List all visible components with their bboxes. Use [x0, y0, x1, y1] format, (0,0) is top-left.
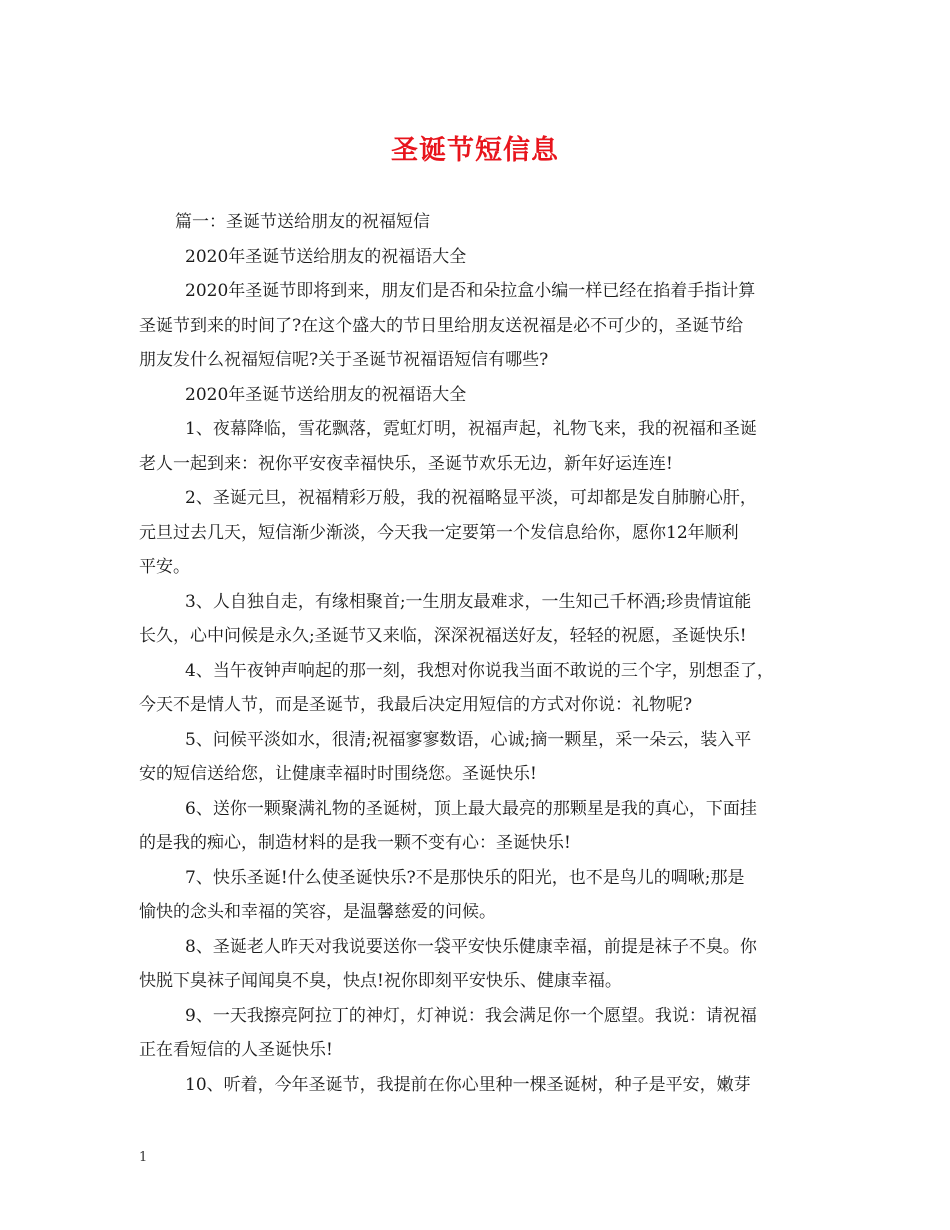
text-line: 正在看短信的人圣诞快乐! [139, 1040, 333, 1060]
text-line: 长久，心中问候是永久;圣诞节又来临，深深祝福送好友，轻轻的祝愿，圣诞快乐! [139, 626, 747, 646]
text-line: 10、听着，今年圣诞节，我提前在你心里种一棵圣诞树，种子是平安，嫩芽 [185, 1074, 751, 1095]
text-line: 9、一天我擦亮阿拉丁的神灯，灯神说：我会满足你一个愿望。我说：请祝福 [185, 1005, 757, 1026]
text-line: 8、圣诞老人昨天对我说要送你一袋平安快乐健康幸福，前提是袜子不臭。你 [185, 936, 757, 957]
text-line: 平安。 [139, 557, 190, 577]
text-line: 安的短信送给您，让健康幸福时时围绕您。圣诞快乐! [139, 764, 537, 784]
text-line: 圣诞节到来的时间了?在这个盛大的节日里给朋友送祝福是必不可少的，圣诞节给 [139, 315, 744, 336]
text-line: 2020年圣诞节即将到来，朋友们是否和朵拉盒小编一样已经在掐着手指计算 [185, 281, 756, 301]
text-line: 2、圣诞元旦，祝福精彩万般，我的祝福略显平淡，可却都是发自肺腑心肝， [185, 488, 757, 508]
text-line: 2020年圣诞节送给朋友的祝福语大全 [185, 384, 467, 405]
text-line: 1、夜幕降临，雪花飘落，霓虹灯明，祝福声起，礼物飞来，我的祝福和圣诞 [185, 419, 757, 439]
text-line: 今天不是情人节，而是圣诞节，我最后决定用短信的方式对你说：礼物呢? [139, 695, 693, 715]
text-line: 的是我的痴心，制造材料的是我一颗不变有心：圣诞快乐! [139, 833, 571, 853]
text-line: 老人一起到来：祝你平安夜幸福快乐，圣诞节欢乐无边，新年好运连连! [139, 453, 673, 474]
document-title: 圣诞节短信息 [391, 135, 559, 166]
page-number: 1 [139, 1150, 148, 1165]
text-line: 愉快的念头和幸福的笑容，是温馨慈爱的问候。 [139, 902, 496, 922]
text-line: 快脱下臭袜子闻闻臭不臭，快点!祝你即刻平安快乐、健康幸福。 [139, 971, 622, 991]
text-line: 6、送你一颗聚满礼物的圣诞树，顶上最大最亮的那颗星是我的真心，下面挂 [185, 798, 757, 819]
text-line: 2020年圣诞节送给朋友的祝福语大全 [185, 246, 467, 267]
text-line: 朋友发什么祝福短信呢?关于圣诞节祝福语短信有哪些? [139, 350, 549, 370]
text-line: 5、问候平淡如水，很清;祝福寥寥数语，心诚;摘一颗星，采一朵云，装入平 [185, 729, 752, 750]
text-line: 篇一：圣诞节送给朋友的祝福短信 [175, 212, 430, 232]
text-line: 4、当午夜钟声响起的那一刻，我想对你说我当面不敢说的三个字，别想歪了， [185, 660, 774, 681]
text-line: 3、人自独自走，有缘相聚首;一生朋友最难求，一生知己千杯酒;珍贵情谊能 [185, 591, 752, 612]
text-line: 元旦过去几天，短信渐少渐淡，今天我一定要第一个发信息给你，愿你12年顺利 [139, 522, 739, 543]
document-body [139, 205, 829, 1102]
text-line: 7、快乐圣诞!什么使圣诞快乐?不是那快乐的阳光，也不是鸟儿的啁啾;那是 [185, 867, 745, 888]
